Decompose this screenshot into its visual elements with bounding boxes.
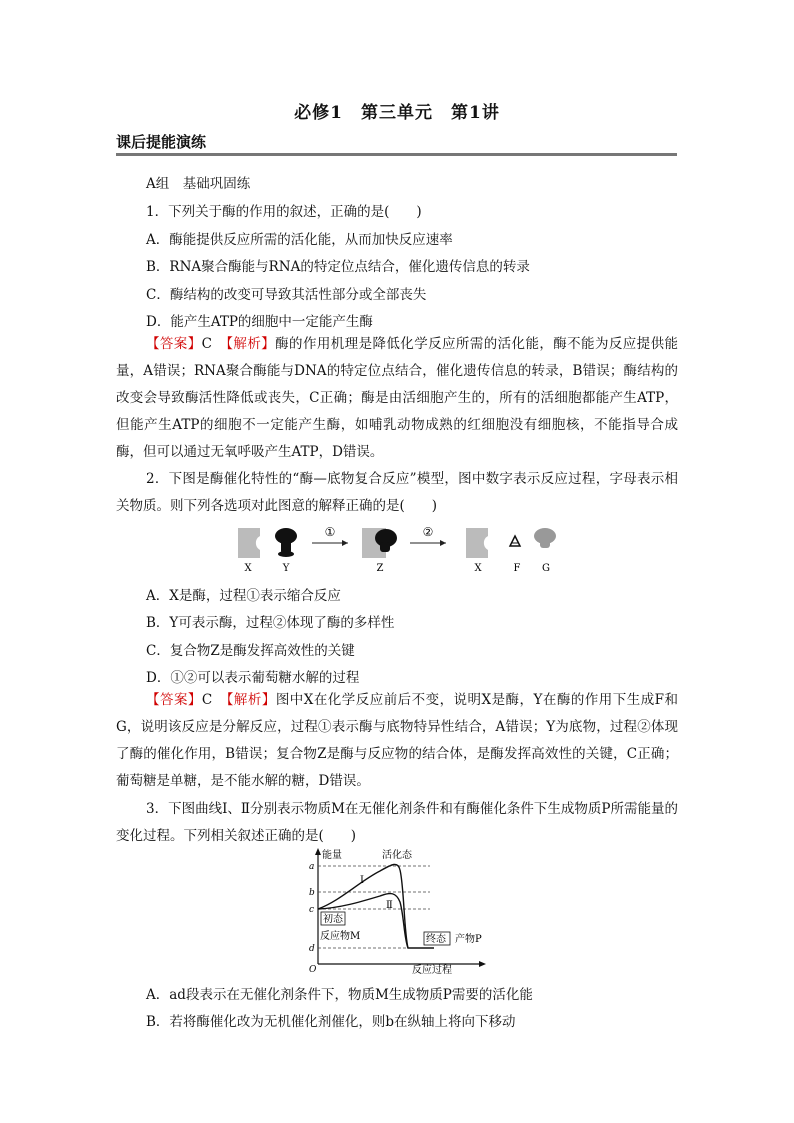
curve-ii-label: Ⅱ xyxy=(386,900,393,911)
step-2-label: ② xyxy=(422,525,434,539)
final-state-label: 终态 xyxy=(426,934,446,945)
level-d-label: d xyxy=(309,944,315,954)
label-x-2: X xyxy=(474,563,482,574)
page-title: 必修1 第三单元 第1讲 xyxy=(294,103,500,123)
curve-i-label: Ⅰ xyxy=(360,875,364,886)
section-heading: 课后提能演练 xyxy=(116,133,207,151)
analysis-text: 酶的作用机理是降低化学反应所需的活化能，酶不能为反应提供能量，A错误；RNA聚合酶能与DNA的特定位点结合，催化遗传信息的转录，B错误；酶结构的改变会导致酶活性降低或丧失，C正确；酶是由活细胞产生的，所有的活细胞都能产生ATP，但能产生ATP的细胞不一定能产生酶，如哺乳动物成熟的红细胞没有细胞核，不能指导合成酶，但可以通过无氧呼吸产生ATP，D错误。 xyxy=(116,336,678,460)
label-f: F xyxy=(513,563,521,574)
answer-value: C xyxy=(201,336,227,352)
q1-answer xyxy=(116,331,678,466)
level-b-label: b xyxy=(309,888,315,898)
enzyme-x-shape xyxy=(238,528,260,558)
q2-option-d: D．①②可以表示葡萄糖水解的过程 xyxy=(146,670,360,686)
q1-option-b: B．RNA聚合酶能与RNA的特定位点结合，催化遗传信息的转录 xyxy=(146,259,530,275)
product-g-shape xyxy=(534,528,556,548)
q3-stem: 3．下图曲线Ⅰ、Ⅱ分别表示物质M在无催化剂条件和有酶催化条件下生成物质P所需能量的变化过程。下列相关叙述正确的是( ) xyxy=(116,801,679,844)
analysis-tag: 【解析】 xyxy=(226,692,276,708)
q2-answer xyxy=(116,687,678,795)
q2-option-b: B．Y可表示酶，过程②体现了酶的多样性 xyxy=(146,615,395,631)
q2-stem: 2．下图是酶催化特性的“酶—底物复合反应”模型，图中数字表示反应过程，字母表示相关物质。则下列各选项对此图意的解释正确的是( ) xyxy=(116,471,678,514)
heading-divider xyxy=(116,153,677,156)
level-a-label: a xyxy=(309,862,315,872)
energy-curve-graph xyxy=(300,846,500,974)
q1-option-d: D．能产生ATP的细胞中一定能产生酶 xyxy=(146,314,373,330)
label-x: X xyxy=(244,563,252,574)
q1-stem: 1．下列关于酶的作用的叙述，正确的是( ) xyxy=(146,204,422,220)
q1-option-c: C．酶结构的改变可导致其活性部分或全部丧失 xyxy=(146,287,427,303)
product-label: 产物P xyxy=(455,934,482,945)
reactant-label: 反应物M xyxy=(320,931,361,942)
answer-value: C xyxy=(201,692,227,708)
q3-option-b: B．若将酶催化改为无机催化剂催化，则b在纵轴上将向下移动 xyxy=(146,1014,516,1030)
label-y: Y xyxy=(282,563,290,574)
group-label: A组 基础巩固练 xyxy=(146,176,251,192)
enzyme-x-shape-2 xyxy=(466,528,488,558)
analysis-tag: 【解析】 xyxy=(226,336,276,352)
analysis-text: 图中X在化学反应前后不变，说明X是酶，Y在酶的作用下生成F和G，说明该反应是分解反应，过程①表示酶与底物特异性结合，A错误；Y为底物，过程②体现了酶的催化作用，B错误；复合物Z是酶与反应物的结合体，是酶发挥高效性的关键，C正确；葡萄糖是单糖，是不能水解的糖，D错误。 xyxy=(116,692,678,789)
q2-option-c: C．复合物Z是酶发挥高效性的关键 xyxy=(146,643,355,659)
origin-label: O xyxy=(309,965,317,974)
q1-option-a: A．酶能提供反应所需的活化能，从而加快反应速率 xyxy=(146,232,453,248)
x-axis-label: 反应过程 xyxy=(412,965,452,974)
step-1-label: ① xyxy=(324,525,336,539)
substrate-y-shape xyxy=(275,528,297,557)
q3-option-a: A．ad段表示在无催化剂条件下，物质M生成物质P需要的活化能 xyxy=(146,987,533,1003)
label-g: G xyxy=(542,563,550,574)
answer-tag: 【答案】 xyxy=(146,336,202,352)
initial-state-label: 初态 xyxy=(323,914,343,925)
y-axis-label: 能量 xyxy=(322,850,342,861)
complex-z-shape xyxy=(362,528,397,558)
q2-option-a: A．X是酶，过程①表示缩合反应 xyxy=(146,588,341,604)
product-f-shape xyxy=(510,536,520,546)
level-c-label: c xyxy=(309,905,315,915)
answer-tag: 【答案】 xyxy=(146,692,202,708)
label-z: Z xyxy=(376,563,384,574)
enzyme-substrate-diagram xyxy=(230,522,570,574)
peak-label: 活化态 xyxy=(382,850,412,861)
